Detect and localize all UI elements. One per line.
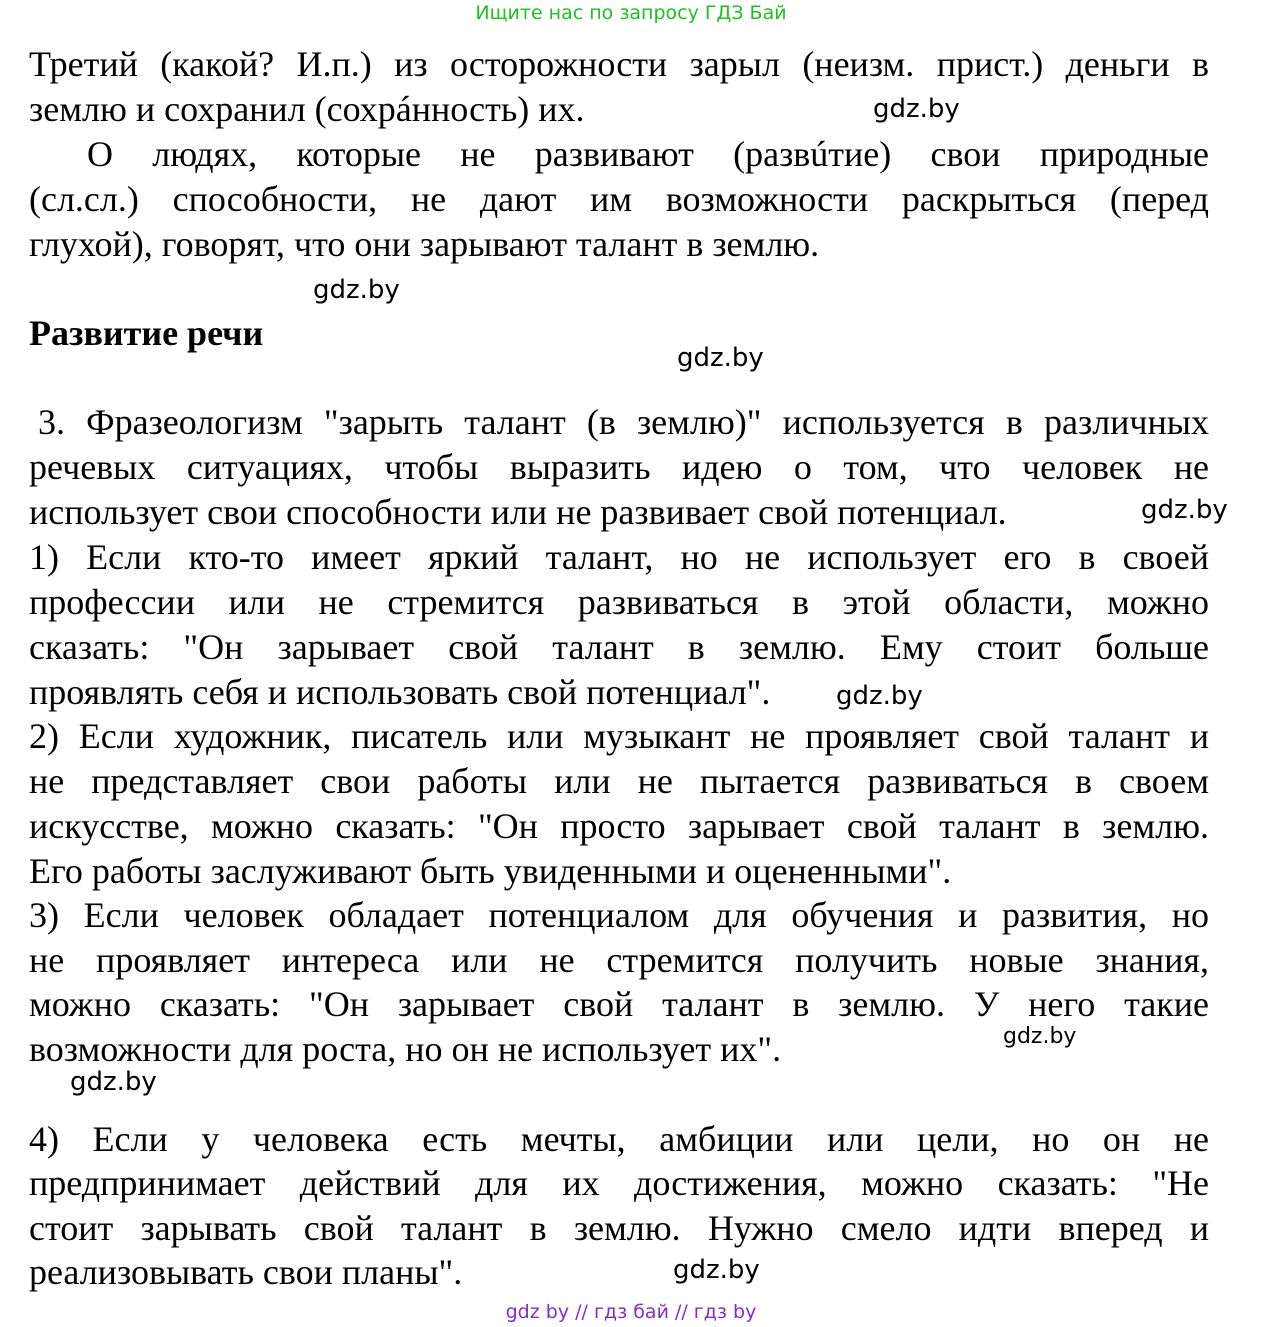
example-2-line: 2) Если художник, писатель или музыкант не проявляет свой талант и (29, 716, 1209, 756)
text-line: стоит зарывать свой талант в землю. Нужно смело идти вперед и (29, 1208, 1209, 1248)
text-line: можно сказать: "Он зарывает свой талант в землю. У него такие (29, 984, 1209, 1024)
text-line: проявлять себя и использовать свой потенциал". (29, 672, 771, 712)
section-heading: Развитие речи (29, 313, 264, 353)
text-line: предпринимает действий для их достижения, можно сказать: "Не (29, 1163, 1209, 1203)
watermark: gdz.by (677, 343, 764, 373)
text-line: землю и сохранил (сохрáнность) их. (29, 89, 585, 129)
watermark: gdz.by (836, 681, 923, 711)
watermark: gdz.by (313, 275, 400, 305)
text-line: Его работы заслуживают быть увиденными и оцененными". (29, 851, 952, 891)
text-line: речевых ситуациях, чтобы выразить идею о том, что человек не (29, 447, 1209, 487)
text-line: сказать: "Он зарывает свой талант в землю. Ему стоит больше (29, 627, 1209, 667)
task-intro-line: 3. Фразеологизм "зарыть талант (в землю)" используется в различных (38, 402, 1209, 442)
watermark: gdz.by (1141, 495, 1228, 525)
text-line: не представляет свои работы или не пытается развиваться в своем (29, 761, 1209, 801)
watermark: gdz.by (1003, 1024, 1077, 1049)
text-line: возможности для роста, но он не использует их". (29, 1029, 782, 1069)
text-line: использует свои способности или не развивает свой потенциал. (29, 492, 1007, 532)
text-line: не проявляет интереса или не стремится получить новые знания, (29, 940, 1209, 980)
example-3-line: 3) Если человек обладает потенциалом для обучения и развития, но (29, 895, 1209, 935)
text-line: (сл.сл.) способности, не дают им возможности раскрыться (перед (29, 179, 1209, 219)
top-banner: Ищите нас по запросу ГДЗ Бай (475, 2, 787, 24)
watermark: gdz.by (673, 1255, 760, 1285)
text-line: глухой), говорят, что они зарывают талант в землю. (29, 224, 820, 264)
footer-watermark: gdz by // гдз бай // гдз by (505, 1301, 757, 1323)
text-line: Третий (какой? И.п.) из осторожности зарыл (неизм. прист.) деньги в (29, 44, 1209, 84)
example-4-line: 4) Если у человека есть мечты, амбиции или цели, но он не (29, 1119, 1209, 1159)
watermark: gdz.by (70, 1067, 157, 1097)
text-line: профессии или не стремится развиваться в этой области, можно (29, 582, 1209, 622)
text-line: реализовывать свои планы". (29, 1252, 463, 1292)
example-1-line: 1) Если кто-то имеет яркий талант, но не использует его в своей (29, 537, 1209, 577)
watermark: gdz.by (873, 94, 960, 124)
paragraph-start-line: О людях, которые не развивают (развúтие) свои природные (87, 134, 1209, 174)
text-line: искусстве, можно сказать: "Он просто зарывает свой талант в землю. (29, 806, 1209, 846)
